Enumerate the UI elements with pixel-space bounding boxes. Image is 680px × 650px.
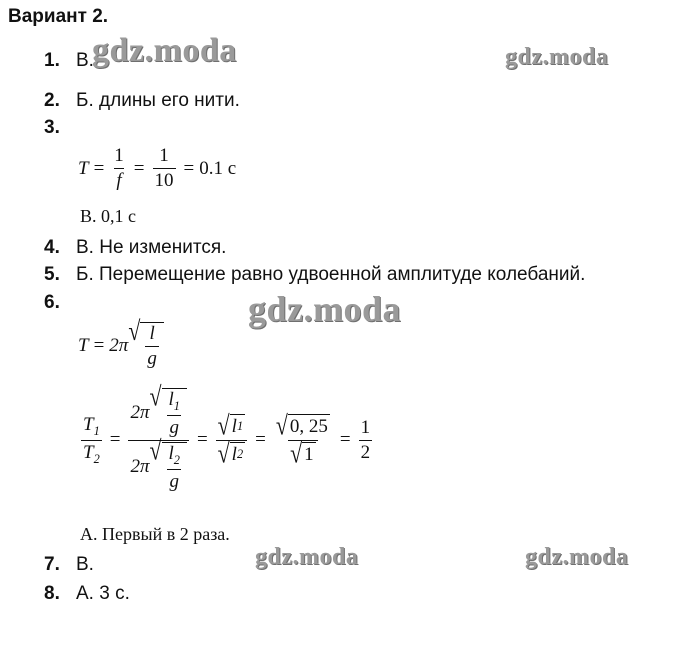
formula-period-frequency: T = $\frac{1}{f}$ = $\frac{1}{10}$ = 0.1 с [78, 145, 237, 191]
subscript: 2 [236, 447, 244, 462]
denominator: g [147, 348, 157, 369]
denominator: g [169, 416, 179, 438]
fraction-half [359, 417, 373, 464]
denominator: T [83, 441, 94, 463]
item-text: Б. длины его нити. [76, 90, 240, 111]
item-number: 6. [44, 292, 60, 313]
numerator: 1 [360, 416, 371, 438]
fraction [153, 145, 176, 192]
item-text: В. Не изменится. [76, 237, 227, 258]
fraction-sqrt-l: √ l 1 √ l 2 [216, 414, 247, 467]
two-pi: 2π [130, 456, 150, 478]
numerator: l [168, 389, 174, 410]
denominator: 1 [304, 443, 314, 465]
subscript: 2 [93, 451, 100, 466]
numerator: T [83, 414, 94, 435]
denominator: 2 [360, 441, 371, 463]
numerator: l [168, 442, 174, 464]
formula-symbol: T [78, 157, 89, 179]
item-number: 3. [44, 117, 60, 138]
watermark: gdz.moda [248, 289, 402, 329]
answer-item-5 [44, 264, 585, 286]
answer-item-3 [44, 117, 76, 139]
fraction-t1-t2 [81, 414, 102, 467]
item-number: 2. [44, 90, 60, 111]
answer-item-8 [44, 583, 130, 605]
denominator: f [116, 170, 122, 191]
denominator: l [231, 443, 237, 465]
numerator: l [231, 415, 237, 437]
numerator: 1 [114, 145, 124, 166]
answer-item-2 [44, 90, 240, 112]
formula-result: 0.1 с [199, 157, 237, 179]
answer-6-text: А. Первый в 2 раза. [80, 524, 230, 544]
item-number: 1. [44, 50, 60, 71]
two-pi: 2π [109, 335, 129, 356]
subscript: 1 [236, 419, 244, 434]
formula-pendulum-period: T = 2π √ $\frac{l}{g}$ [78, 322, 164, 370]
item-text: Б. Перемещение равно удвоенной амплитуде колебаний. [76, 264, 586, 285]
answer-3-text: В. 0,1 с [80, 206, 136, 226]
subscript: 1 [93, 423, 100, 438]
item-text: В. [76, 50, 94, 71]
fraction-big: 2π √ $\frac{l_1}{g}$ 2π √ $\frac{l_2}{g}$ [128, 388, 188, 493]
subscript: 2 [173, 452, 180, 467]
watermark: gdz.moda [505, 44, 609, 70]
fraction [112, 145, 126, 192]
fraction-sqrt-values: √ 0, 25 √ 1 [275, 410, 328, 469]
denominator: g [169, 470, 179, 492]
answer-item-6 [44, 292, 76, 314]
item-number: 8. [44, 583, 60, 604]
two-pi: 2π [130, 402, 150, 424]
item-text: А. 3 с. [76, 583, 130, 604]
formula-period-ratio: $\frac{T_1}{T_2}$ = 2π √ $\frac{l_1}{g}$ 2π √ $\frac{l_2}{g}$ = √ l 1 √ l 2 = √ 0, 25 √ 1 = $\frac{1}{2}$ [83, 381, 371, 492]
numerator: 1 [159, 145, 169, 166]
item-number: 4. [44, 237, 60, 258]
variant-title: Вариант 2. [8, 6, 109, 27]
item-text: В. [76, 554, 94, 575]
item-number: 5. [44, 264, 60, 285]
formula-symbol: T [78, 335, 89, 356]
subscript: 1 [173, 398, 180, 413]
numerator: l [149, 323, 155, 344]
denominator: 10 [154, 170, 174, 191]
watermark: gdz.moda [92, 32, 237, 69]
square-root: √ $\frac{l}{g}$ [128, 322, 164, 370]
numerator: 0, 25 [289, 415, 328, 437]
answer-item-1 [44, 50, 94, 72]
answer-item-4 [44, 237, 226, 259]
watermark: gdz.moda [525, 544, 629, 570]
watermark: gdz.moda [255, 544, 359, 570]
item-number: 7. [44, 554, 60, 575]
answer-item-7 [44, 554, 94, 576]
